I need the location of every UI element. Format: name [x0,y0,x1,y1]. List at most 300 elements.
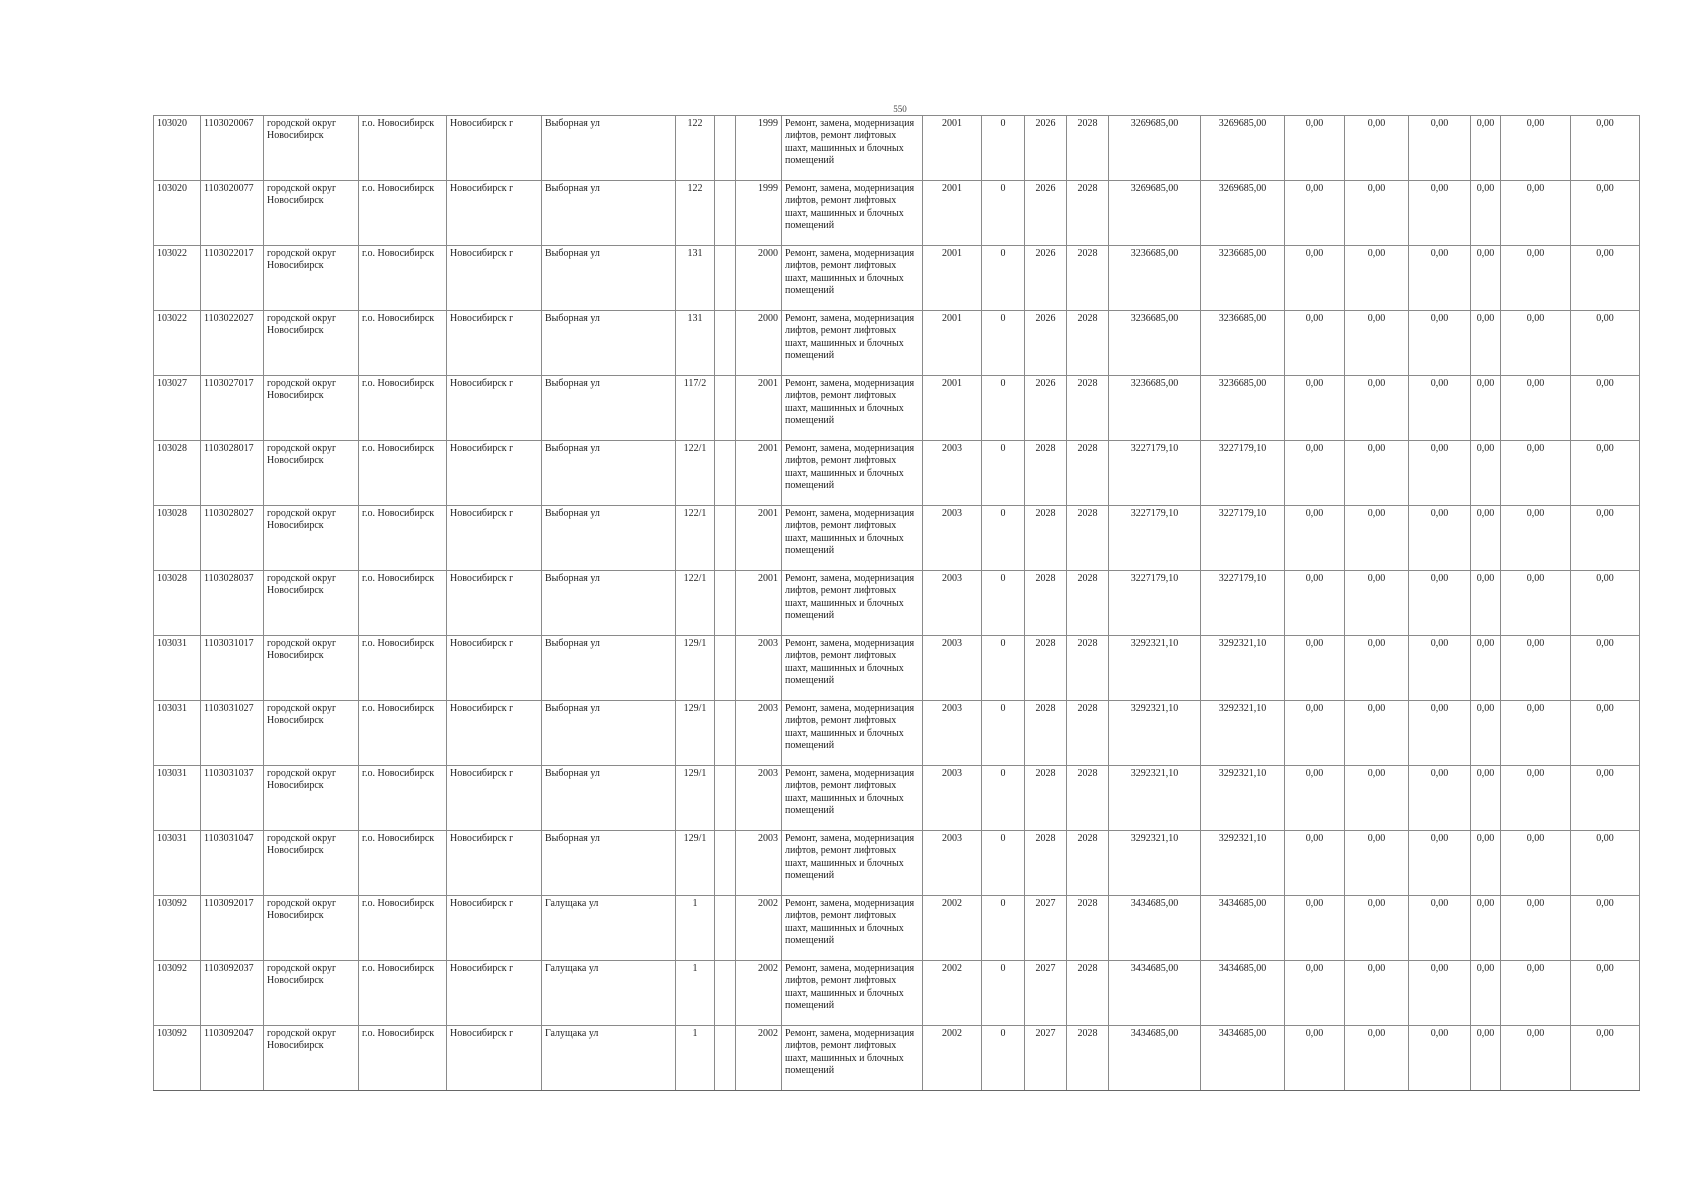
cell-cost-b: 3269685,00 [1201,116,1285,181]
cell-value-1: 0,00 [1285,636,1345,701]
cell-value-5: 0,00 [1501,1026,1571,1091]
cell-extra [715,181,736,246]
cell-work-type: Ремонт, замена, модернизация лифтов, ремонт лифтовых шахт, машинных и блочных помещений [782,441,923,506]
cell-municipality: городской округ Новосибирск [264,246,359,311]
cell-city: Новосибирск г [447,1026,542,1091]
cell-cost-total: 3269685,00 [1109,116,1201,181]
cell-code: 1103028037 [201,571,264,636]
cell-zero: 0 [982,376,1025,441]
cell-plan-end: 2028 [1067,506,1109,571]
cell-value-2: 0,00 [1345,1026,1409,1091]
cell-value-3: 0,00 [1409,571,1471,636]
cell-value-4: 0,00 [1471,896,1501,961]
cell-value-1: 0,00 [1285,571,1345,636]
cell-value-1: 0,00 [1285,246,1345,311]
cell-urban-district: г.о. Новосибирск [359,701,447,766]
cell-plan-start: 2026 [1025,376,1067,441]
cell-value-3: 0,00 [1409,116,1471,181]
table-row [154,116,1640,181]
cell-plan-start: 2027 [1025,1026,1067,1091]
cell-zero: 0 [982,506,1025,571]
cell-house: 122/1 [676,441,715,506]
cell-street: Выборная ул [542,116,676,181]
cell-value-6: 0,00 [1571,571,1640,636]
cell-value-1: 0,00 [1285,896,1345,961]
cell-plan-start: 2028 [1025,766,1067,831]
cell-value-6: 0,00 [1571,441,1640,506]
cell-id: 103028 [154,506,201,571]
cell-plan-end: 2028 [1067,376,1109,441]
cell-plan-start: 2027 [1025,896,1067,961]
cell-year: 2003 [923,701,982,766]
page-number: 550 [893,104,907,114]
cell-municipality: городской округ Новосибирск [264,961,359,1026]
cell-value-1: 0,00 [1285,376,1345,441]
cell-municipality: городской округ Новосибирск [264,896,359,961]
cell-value-3: 0,00 [1409,766,1471,831]
cell-city: Новосибирск г [447,441,542,506]
cell-value-4: 0,00 [1471,701,1501,766]
cell-cost-total: 3227179,10 [1109,441,1201,506]
cell-plan-start: 2026 [1025,246,1067,311]
cell-extra [715,246,736,311]
cell-plan-end: 2028 [1067,831,1109,896]
cell-value-5: 0,00 [1501,116,1571,181]
cell-cost-total: 3434685,00 [1109,961,1201,1026]
cell-value-3: 0,00 [1409,896,1471,961]
cell-value-3: 0,00 [1409,246,1471,311]
cell-urban-district: г.о. Новосибирск [359,636,447,701]
cell-cost-b: 3434685,00 [1201,961,1285,1026]
cell-plan-end: 2028 [1067,766,1109,831]
cell-plan-end: 2028 [1067,246,1109,311]
cell-plan-start: 2028 [1025,506,1067,571]
cell-value-1: 0,00 [1285,1026,1345,1091]
cell-year: 2002 [923,896,982,961]
cell-city: Новосибирск г [447,246,542,311]
cell-municipality: городской округ Новосибирск [264,571,359,636]
cell-cost-total: 3292321,10 [1109,701,1201,766]
cell-code: 1103020077 [201,181,264,246]
cell-house: 122 [676,181,715,246]
cell-id: 103031 [154,701,201,766]
cell-plan-end: 2028 [1067,636,1109,701]
cell-cost-total: 3434685,00 [1109,896,1201,961]
cell-city: Новосибирск г [447,311,542,376]
cell-value-3: 0,00 [1409,506,1471,571]
cell-id: 103022 [154,311,201,376]
cell-city: Новосибирск г [447,961,542,1026]
cell-value-5: 0,00 [1501,441,1571,506]
cell-year: 2003 [923,766,982,831]
cell-plan-end: 2028 [1067,181,1109,246]
cell-street: Галущака ул [542,1026,676,1091]
cell-value-5: 0,00 [1501,246,1571,311]
cell-city: Новосибирск г [447,701,542,766]
capital-repair-table [153,115,1640,1091]
cell-street: Выборная ул [542,376,676,441]
cell-cost-total: 3227179,10 [1109,506,1201,571]
cell-value-5: 0,00 [1501,376,1571,441]
cell-id: 103092 [154,896,201,961]
cell-plan-end: 2028 [1067,571,1109,636]
cell-value-3: 0,00 [1409,181,1471,246]
cell-work-type: Ремонт, замена, модернизация лифтов, ремонт лифтовых шахт, машинных и блочных помещений [782,246,923,311]
cell-work-type: Ремонт, замена, модернизация лифтов, ремонт лифтовых шахт, машинных и блочных помещений [782,311,923,376]
cell-year: 2003 [923,441,982,506]
cell-value-6: 0,00 [1571,311,1640,376]
cell-id: 103092 [154,961,201,1026]
cell-municipality: городской округ Новосибирск [264,311,359,376]
cell-street: Выборная ул [542,766,676,831]
cell-value-3: 0,00 [1409,311,1471,376]
cell-work-type: Ремонт, замена, модернизация лифтов, ремонт лифтовых шахт, машинных и блочных помещений [782,506,923,571]
cell-id: 103031 [154,636,201,701]
cell-value-1: 0,00 [1285,766,1345,831]
cell-street: Галущака ул [542,896,676,961]
cell-year-built: 2003 [736,766,782,831]
cell-year-built: 2002 [736,896,782,961]
cell-value-4: 0,00 [1471,311,1501,376]
cell-urban-district: г.о. Новосибирск [359,376,447,441]
cell-municipality: городской округ Новосибирск [264,441,359,506]
cell-year: 2003 [923,506,982,571]
cell-house: 122 [676,116,715,181]
cell-value-4: 0,00 [1471,441,1501,506]
cell-extra [715,116,736,181]
cell-value-1: 0,00 [1285,506,1345,571]
cell-plan-end: 2028 [1067,311,1109,376]
table-row [154,571,1640,636]
cell-year: 2001 [923,116,982,181]
cell-work-type: Ремонт, замена, модернизация лифтов, ремонт лифтовых шахт, машинных и блочных помещений [782,766,923,831]
cell-value-6: 0,00 [1571,961,1640,1026]
cell-code: 1103092017 [201,896,264,961]
cell-year-built: 2000 [736,311,782,376]
cell-plan-start: 2026 [1025,181,1067,246]
cell-year: 2003 [923,571,982,636]
cell-cost-b: 3227179,10 [1201,506,1285,571]
table-row [154,896,1640,961]
cell-value-6: 0,00 [1571,181,1640,246]
cell-zero: 0 [982,831,1025,896]
cell-value-4: 0,00 [1471,766,1501,831]
cell-code: 1103028027 [201,506,264,571]
cell-id: 103031 [154,831,201,896]
cell-value-2: 0,00 [1345,701,1409,766]
cell-year-built: 2001 [736,376,782,441]
cell-extra [715,311,736,376]
cell-year-built: 2001 [736,571,782,636]
cell-value-3: 0,00 [1409,831,1471,896]
cell-urban-district: г.о. Новосибирск [359,441,447,506]
cell-urban-district: г.о. Новосибирск [359,311,447,376]
table-row [154,766,1640,831]
table-row [154,311,1640,376]
cell-year-built: 2003 [736,636,782,701]
cell-value-6: 0,00 [1571,636,1640,701]
cell-code: 1103027017 [201,376,264,441]
cell-city: Новосибирск г [447,116,542,181]
cell-value-5: 0,00 [1501,961,1571,1026]
cell-cost-total: 3236685,00 [1109,246,1201,311]
cell-city: Новосибирск г [447,506,542,571]
cell-code: 1103092037 [201,961,264,1026]
cell-municipality: городской округ Новосибирск [264,701,359,766]
table-row [154,701,1640,766]
cell-value-3: 0,00 [1409,441,1471,506]
cell-cost-b: 3236685,00 [1201,376,1285,441]
cell-zero: 0 [982,441,1025,506]
cell-zero: 0 [982,701,1025,766]
cell-house: 129/1 [676,701,715,766]
cell-extra [715,1026,736,1091]
cell-year: 2001 [923,376,982,441]
cell-municipality: городской округ Новосибирск [264,116,359,181]
table-body [154,116,1640,1091]
cell-value-2: 0,00 [1345,246,1409,311]
cell-value-5: 0,00 [1501,636,1571,701]
cell-value-1: 0,00 [1285,181,1345,246]
cell-value-2: 0,00 [1345,116,1409,181]
cell-value-6: 0,00 [1571,1026,1640,1091]
cell-value-6: 0,00 [1571,116,1640,181]
cell-plan-start: 2028 [1025,571,1067,636]
cell-extra [715,571,736,636]
cell-municipality: городской округ Новосибирск [264,1026,359,1091]
cell-extra [715,376,736,441]
cell-cost-b: 3292321,10 [1201,636,1285,701]
cell-value-5: 0,00 [1501,181,1571,246]
cell-work-type: Ремонт, замена, модернизация лифтов, ремонт лифтовых шахт, машинных и блочных помещений [782,116,923,181]
cell-city: Новосибирск г [447,636,542,701]
cell-code: 1103022017 [201,246,264,311]
cell-value-5: 0,00 [1501,766,1571,831]
cell-cost-total: 3292321,10 [1109,766,1201,831]
cell-value-6: 0,00 [1571,766,1640,831]
cell-value-2: 0,00 [1345,441,1409,506]
cell-value-1: 0,00 [1285,116,1345,181]
cell-value-6: 0,00 [1571,701,1640,766]
cell-house: 129/1 [676,831,715,896]
cell-id: 103022 [154,246,201,311]
cell-cost-b: 3269685,00 [1201,181,1285,246]
cell-street: Галущака ул [542,961,676,1026]
cell-value-3: 0,00 [1409,376,1471,441]
cell-value-4: 0,00 [1471,376,1501,441]
cell-zero: 0 [982,766,1025,831]
cell-year: 2003 [923,831,982,896]
cell-extra [715,766,736,831]
cell-zero: 0 [982,636,1025,701]
cell-city: Новосибирск г [447,181,542,246]
cell-year-built: 2002 [736,1026,782,1091]
cell-municipality: городской округ Новосибирск [264,831,359,896]
cell-cost-b: 3236685,00 [1201,311,1285,376]
cell-zero: 0 [982,896,1025,961]
table-row [154,506,1640,571]
cell-municipality: городской округ Новосибирск [264,181,359,246]
cell-city: Новосибирск г [447,571,542,636]
table-row [154,961,1640,1026]
cell-id: 103020 [154,116,201,181]
cell-value-5: 0,00 [1501,506,1571,571]
cell-zero: 0 [982,181,1025,246]
cell-year-built: 2002 [736,961,782,1026]
cell-cost-b: 3236685,00 [1201,246,1285,311]
cell-value-2: 0,00 [1345,376,1409,441]
cell-extra [715,441,736,506]
cell-value-5: 0,00 [1501,701,1571,766]
cell-cost-total: 3236685,00 [1109,376,1201,441]
cell-value-4: 0,00 [1471,571,1501,636]
cell-cost-b: 3434685,00 [1201,896,1285,961]
cell-work-type: Ремонт, замена, модернизация лифтов, ремонт лифтовых шахт, машинных и блочных помещений [782,636,923,701]
cell-urban-district: г.о. Новосибирск [359,116,447,181]
cell-street: Выборная ул [542,311,676,376]
cell-plan-start: 2026 [1025,311,1067,376]
cell-code: 1103020067 [201,116,264,181]
cell-extra [715,701,736,766]
cell-year-built: 2000 [736,246,782,311]
cell-cost-total: 3269685,00 [1109,181,1201,246]
cell-code: 1103031027 [201,701,264,766]
cell-zero: 0 [982,116,1025,181]
cell-value-2: 0,00 [1345,896,1409,961]
cell-value-2: 0,00 [1345,311,1409,376]
cell-house: 131 [676,246,715,311]
cell-value-1: 0,00 [1285,961,1345,1026]
cell-value-5: 0,00 [1501,896,1571,961]
cell-urban-district: г.о. Новосибирск [359,181,447,246]
cell-value-5: 0,00 [1501,831,1571,896]
cell-extra [715,896,736,961]
cell-value-2: 0,00 [1345,506,1409,571]
cell-year: 2001 [923,246,982,311]
cell-cost-b: 3227179,10 [1201,441,1285,506]
cell-cost-b: 3292321,10 [1201,701,1285,766]
cell-work-type: Ремонт, замена, модернизация лифтов, ремонт лифтовых шахт, машинных и блочных помещений [782,701,923,766]
cell-cost-total: 3236685,00 [1109,311,1201,376]
cell-extra [715,506,736,571]
cell-house: 131 [676,311,715,376]
cell-value-4: 0,00 [1471,1026,1501,1091]
cell-value-1: 0,00 [1285,311,1345,376]
cell-urban-district: г.о. Новосибирск [359,831,447,896]
cell-house: 122/1 [676,506,715,571]
cell-code: 1103028017 [201,441,264,506]
cell-zero: 0 [982,1026,1025,1091]
cell-urban-district: г.о. Новосибирск [359,571,447,636]
cell-year: 2003 [923,636,982,701]
cell-street: Выборная ул [542,441,676,506]
cell-work-type: Ремонт, замена, модернизация лифтов, ремонт лифтовых шахт, машинных и блочных помещений [782,1026,923,1091]
table-row [154,636,1640,701]
cell-street: Выборная ул [542,701,676,766]
cell-value-3: 0,00 [1409,961,1471,1026]
cell-id: 103028 [154,571,201,636]
cell-urban-district: г.о. Новосибирск [359,896,447,961]
cell-value-2: 0,00 [1345,961,1409,1026]
cell-street: Выборная ул [542,246,676,311]
cell-municipality: городской округ Новосибирск [264,766,359,831]
cell-zero: 0 [982,246,1025,311]
table-row [154,181,1640,246]
cell-value-1: 0,00 [1285,701,1345,766]
cell-street: Выборная ул [542,636,676,701]
cell-work-type: Ремонт, замена, модернизация лифтов, ремонт лифтовых шахт, машинных и блочных помещений [782,181,923,246]
cell-value-3: 0,00 [1409,701,1471,766]
cell-value-6: 0,00 [1571,246,1640,311]
cell-year: 2001 [923,311,982,376]
cell-code: 1103031047 [201,831,264,896]
cell-value-6: 0,00 [1571,376,1640,441]
cell-value-4: 0,00 [1471,181,1501,246]
cell-house: 122/1 [676,571,715,636]
cell-id: 103028 [154,441,201,506]
table-row [154,1026,1640,1091]
cell-city: Новосибирск г [447,766,542,831]
cell-year: 2002 [923,1026,982,1091]
cell-id: 103020 [154,181,201,246]
cell-value-6: 0,00 [1571,831,1640,896]
cell-year-built: 1999 [736,181,782,246]
cell-plan-end: 2028 [1067,701,1109,766]
table-row [154,246,1640,311]
cell-id: 103031 [154,766,201,831]
cell-value-4: 0,00 [1471,636,1501,701]
cell-zero: 0 [982,961,1025,1026]
cell-plan-end: 2028 [1067,116,1109,181]
cell-value-6: 0,00 [1571,896,1640,961]
cell-work-type: Ремонт, замена, модернизация лифтов, ремонт лифтовых шахт, машинных и блочных помещений [782,896,923,961]
cell-plan-start: 2027 [1025,961,1067,1026]
cell-value-2: 0,00 [1345,831,1409,896]
cell-plan-start: 2028 [1025,701,1067,766]
cell-value-4: 0,00 [1471,961,1501,1026]
table-row [154,441,1640,506]
cell-year-built: 2003 [736,831,782,896]
cell-urban-district: г.о. Новосибирск [359,961,447,1026]
cell-street: Выборная ул [542,831,676,896]
cell-value-4: 0,00 [1471,246,1501,311]
cell-municipality: городской округ Новосибирск [264,506,359,571]
cell-street: Выборная ул [542,181,676,246]
cell-cost-b: 3292321,10 [1201,831,1285,896]
cell-value-2: 0,00 [1345,636,1409,701]
cell-cost-total: 3227179,10 [1109,571,1201,636]
cell-id: 103027 [154,376,201,441]
cell-house: 1 [676,961,715,1026]
cell-extra [715,961,736,1026]
cell-code: 1103022027 [201,311,264,376]
table-row [154,831,1640,896]
cell-value-5: 0,00 [1501,311,1571,376]
cell-plan-end: 2028 [1067,896,1109,961]
cell-urban-district: г.о. Новосибирск [359,246,447,311]
cell-cost-b: 3227179,10 [1201,571,1285,636]
cell-year-built: 2001 [736,441,782,506]
cell-house: 1 [676,1026,715,1091]
cell-city: Новосибирск г [447,896,542,961]
cell-value-2: 0,00 [1345,766,1409,831]
cell-plan-end: 2028 [1067,1026,1109,1091]
cell-year-built: 2003 [736,701,782,766]
cell-plan-start: 2028 [1025,636,1067,701]
cell-id: 103092 [154,1026,201,1091]
table-row [154,376,1640,441]
cell-value-3: 0,00 [1409,1026,1471,1091]
